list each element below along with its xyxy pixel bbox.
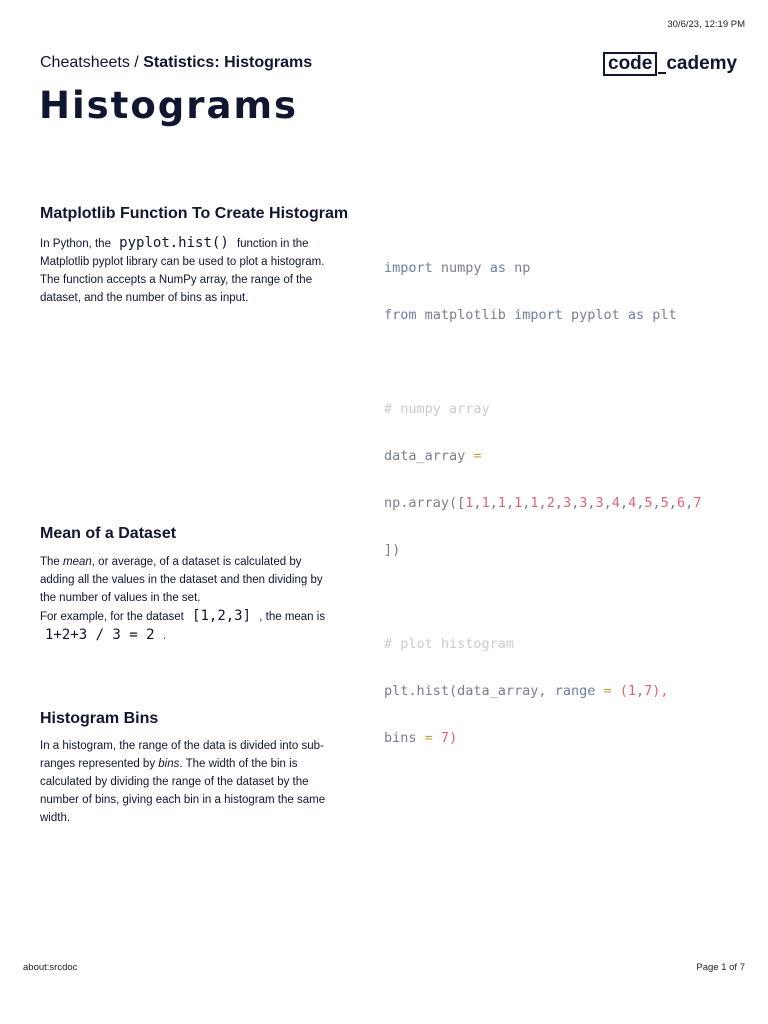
text: . The width of the bin is calculated by dividing the range of the dataset by the number of bins, giving each bin in a histogram the same width. [40, 758, 326, 824]
code-punct: , [685, 494, 694, 511]
code-text: bins [384, 729, 425, 746]
section-title-matplotlib: Matplotlib Function To Create Histogram [40, 205, 349, 222]
code-number: 7 [644, 682, 653, 699]
section-body-bins [40, 737, 330, 827]
code-punct: ( [619, 682, 628, 699]
text: The [40, 556, 64, 568]
code-comment: # numpy array [384, 400, 490, 417]
code-operator: = [473, 447, 482, 464]
text: , or average, of a dataset is calculated by adding all the values in the dataset and then dividing by the number of values in the set. [40, 556, 323, 604]
code-number: 3 [579, 494, 588, 511]
code-number: 6 [676, 494, 686, 511]
inline-code: pyplot.hist() [119, 235, 229, 251]
code-number: 3 [562, 494, 572, 511]
code-number: 7 [693, 494, 702, 511]
breadcrumb-parent-link[interactable]: Cheatsheets [40, 54, 130, 71]
text: In a histogram, the range of the data is divided into sub-ranges represented by [40, 740, 324, 770]
code-punct: , [636, 682, 645, 699]
code-punct: , [636, 494, 645, 511]
section-title-bins: Histogram Bins [40, 710, 159, 727]
code-punct: , [668, 494, 677, 511]
breadcrumb-separator: / [129, 54, 144, 71]
code-number: 4 [628, 494, 637, 511]
code-line [384, 304, 744, 328]
code-keyword: from [384, 306, 417, 323]
code-number: 1 [627, 682, 636, 699]
code-punct: ) [449, 729, 458, 746]
code-line [384, 727, 744, 751]
code-text: np [505, 259, 531, 276]
code-line [384, 257, 744, 281]
code-punct: , [554, 494, 563, 511]
code-keyword: import [384, 259, 433, 276]
code-text: plt [644, 306, 677, 323]
code-keyword: import [514, 306, 563, 323]
print-date: 30/6/23, 12:19 PM [667, 19, 745, 30]
code-operator: = [424, 729, 433, 746]
code-text: numpy [432, 259, 490, 276]
code-text: plt.hist(data_array, [384, 682, 555, 699]
text: In Python, the [40, 238, 115, 250]
code-number: 4 [611, 494, 620, 511]
code-punct: , [571, 494, 580, 511]
code-number: 1 [465, 494, 474, 511]
code-punct: , [473, 494, 482, 511]
code-line-blank [384, 351, 744, 375]
emphasis-mean: mean [63, 556, 92, 568]
text: , the mean is [256, 611, 326, 623]
text: For example, for the dataset [40, 611, 188, 623]
code-number: 1 [514, 494, 523, 511]
code-line-blank [384, 586, 744, 610]
code-operator: = [595, 682, 620, 699]
code-number: 5 [660, 494, 669, 511]
code-punct: ), [652, 682, 669, 699]
logo-code: code [603, 52, 657, 76]
code-text: pyplot [562, 306, 628, 323]
code-text: np.array([ [384, 494, 466, 511]
footer-page-number: Page 1 of 7 [696, 962, 745, 973]
section-body-matplotlib [40, 234, 330, 307]
code-line [384, 492, 744, 516]
code-keyword: as [627, 306, 645, 323]
code-example [384, 233, 744, 774]
logo-cademy: cademy [666, 53, 738, 74]
code-punct: , [489, 494, 498, 511]
code-punct: , [538, 494, 547, 511]
text: . [159, 630, 166, 642]
code-comment: # plot histogram [384, 635, 515, 652]
code-punct: , [505, 494, 515, 511]
code-text: data_array [384, 447, 474, 464]
code-number: 3 [595, 494, 604, 511]
code-keyword: range [554, 682, 596, 699]
code-number: 1 [530, 494, 539, 511]
code-number: 2 [546, 494, 555, 511]
section-title-mean: Mean of a Dataset [40, 525, 177, 542]
code-number: 5 [644, 494, 653, 511]
emphasis-bins: bins [158, 758, 180, 770]
page-title: Histograms [39, 84, 299, 127]
code-punct: , [522, 494, 531, 511]
code-line [384, 680, 744, 704]
code-punct: , [652, 494, 661, 511]
codecademy-logo[interactable] [603, 52, 737, 76]
logo-cursor [658, 72, 666, 74]
code-number: 1 [481, 494, 490, 511]
code-text: matplotlib [416, 306, 515, 323]
code-line: ]) [384, 541, 401, 558]
code-punct: , [603, 494, 612, 511]
code-punct: , [587, 494, 596, 511]
inline-code: 1+2+3 / 3 = 2 [45, 627, 155, 643]
code-number: 1 [497, 494, 506, 511]
breadcrumb [40, 54, 312, 72]
code-punct: , [619, 494, 629, 511]
code-keyword: as [489, 259, 506, 276]
code-line [384, 445, 744, 469]
footer-source: about:srcdoc [23, 962, 78, 973]
text: function in the Matplotlib pyplot library can be used to plot a histogram. The function accepts a NumPy array, the range of the dataset, and the number of bins as input. [40, 238, 325, 304]
section-body-mean [40, 553, 330, 645]
code-space [433, 730, 441, 746]
code-number: 7 [440, 729, 450, 746]
inline-code: [1,2,3] [192, 608, 252, 624]
breadcrumb-current: Statistics: Histograms [143, 54, 313, 71]
